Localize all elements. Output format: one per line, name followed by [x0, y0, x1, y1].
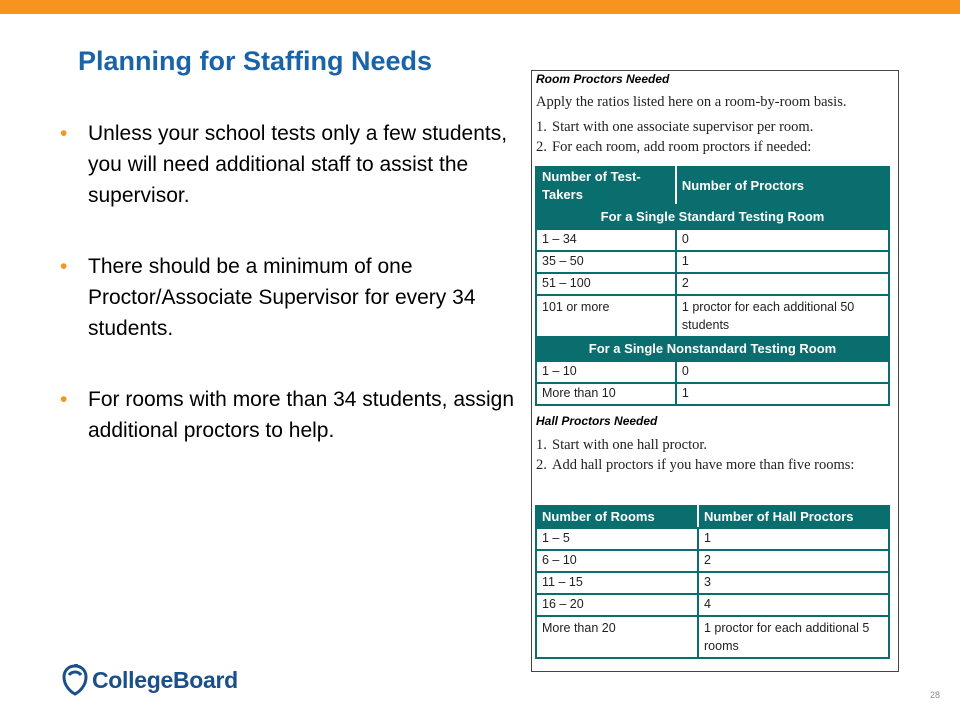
- room-proctors-heading: Room Proctors Needed: [536, 72, 670, 86]
- table-row: 1 – 34 0: [536, 229, 889, 251]
- bullet-item: [60, 384, 520, 446]
- bullet-item: [60, 118, 520, 211]
- table-row: 11 – 15 3: [536, 572, 889, 594]
- bullet-text: Unless your school tests only a few students, you will need additional staff to assist the supervisor.: [88, 122, 508, 207]
- step-item: 1. Start with one associate supervisor per room.: [536, 119, 814, 135]
- hall-proctors-table: [535, 505, 890, 659]
- slide-title: Planning for Staffing Needs: [78, 46, 433, 76]
- table-row: 51 – 100 2: [536, 273, 889, 295]
- table-row: 1 – 10 0: [536, 361, 889, 383]
- hall-proctors-steps: [536, 435, 891, 475]
- table-header: Number of Test-Takers: [536, 167, 676, 205]
- table-header: Number of Proctors: [676, 167, 889, 205]
- staffing-reference-panel: [531, 70, 899, 672]
- bullet-list: [60, 118, 520, 486]
- room-proctors-steps: [536, 117, 813, 157]
- table-row: 6 – 10 2: [536, 550, 889, 572]
- bullet-dot-icon: •: [60, 388, 68, 411]
- acorn-icon: [62, 664, 88, 696]
- step-item: 2. Add hall proctors if you have more than five rooms:: [536, 457, 855, 473]
- step-item: 1. Start with one hall proctor.: [536, 437, 708, 453]
- table-header: Number of Rooms: [536, 506, 698, 528]
- table-header: Number of Hall Proctors: [698, 506, 889, 528]
- bullet-dot-icon: •: [60, 122, 68, 145]
- page-number: 28: [929, 690, 940, 700]
- bullet-dot-icon: •: [60, 255, 68, 278]
- bullet-text: There should be a minimum of one Proctor/Associate Supervisor for every 34 students.: [88, 255, 476, 340]
- table-subheader: For a Single Nonstandard Testing Room: [536, 337, 889, 361]
- table-subheader: For a Single Standard Testing Room: [536, 205, 889, 229]
- table-row: More than 10 1: [536, 383, 889, 405]
- table-row: 35 – 50 1: [536, 251, 889, 273]
- hall-proctors-heading: Hall Proctors Needed: [536, 414, 658, 428]
- collegeboard-logo: [62, 664, 238, 696]
- table-row: 101 or more 1 proctor for each additional 50 students: [536, 295, 889, 337]
- logo-text: CollegeBoard: [92, 666, 238, 693]
- room-proctors-table: [535, 166, 890, 406]
- bullet-text: For rooms with more than 34 students, assign additional proctors to help.: [88, 388, 515, 442]
- top-accent-bar: [0, 0, 960, 14]
- table-row: More than 20 1 proctor for each additional 5 rooms: [536, 616, 889, 658]
- table-row: 16 – 20 4: [536, 594, 889, 616]
- room-proctors-intro: Apply the ratios listed here on a room-by-room basis.: [536, 94, 847, 110]
- table-row: 1 – 5 1: [536, 528, 889, 550]
- bullet-item: [60, 251, 520, 344]
- step-item: 2. For each room, add room proctors if needed:: [536, 139, 812, 155]
